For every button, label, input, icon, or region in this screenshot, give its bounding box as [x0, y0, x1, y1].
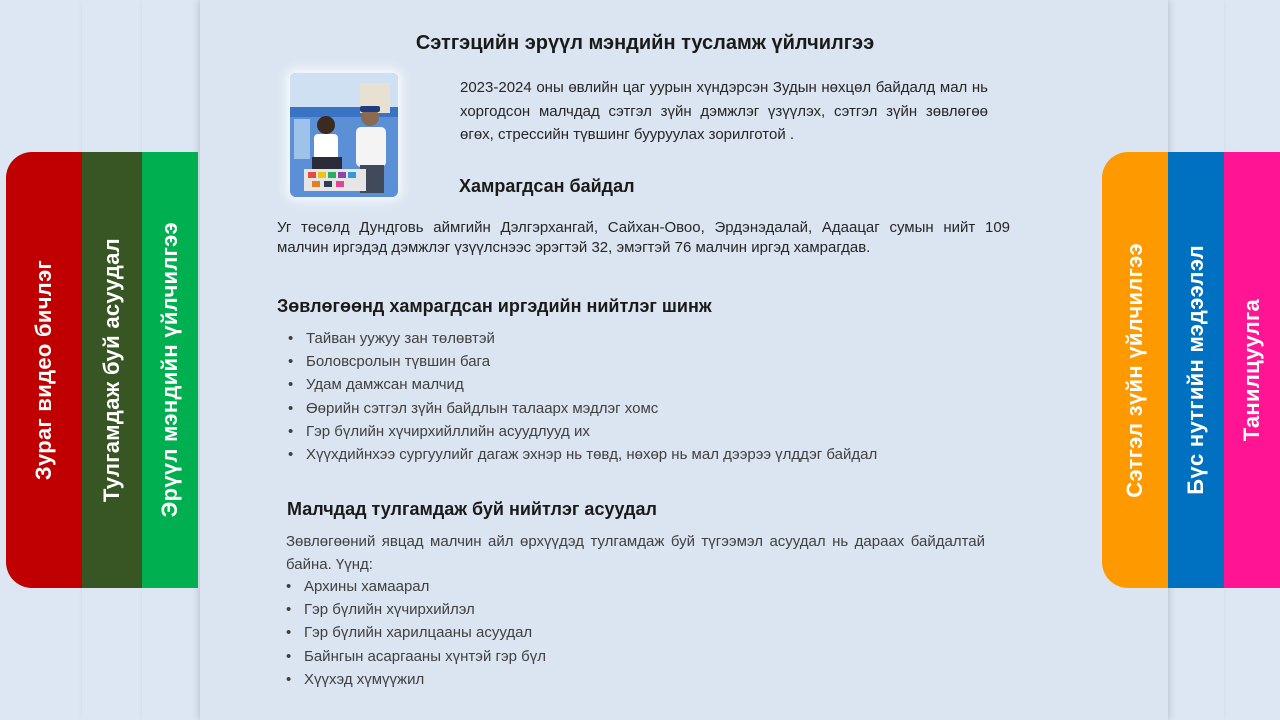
list-item: • Хүүхэд хүмүүжил [282, 668, 982, 691]
list-item: • Өөрийн сэтгэл зүйн байдлын талаарх мэдлэг хомс [284, 397, 986, 420]
issues-list [282, 575, 982, 691]
issues-paragraph: Зөвлөгөөний явцад малчин айл өрхүүдэд тулгамдаж буй түгээмэл асуудал нь дараах байдалтай байна. Үүнд: [286, 533, 985, 573]
list-item: • Гэр бүлийн харилцааны асуудал [282, 621, 982, 644]
issues-heading: Малчдад тулгамдаж буй нийтлэг асуудал [287, 499, 657, 519]
list-item: • Гэр бүлийн хүчирхийллийн асуудлууд их [284, 420, 986, 443]
page-title: Сэтгэцийн эрүүл мэндийн тусламж үйлчилгээ [415, 32, 875, 54]
tab-introduction[interactable] [1224, 152, 1280, 588]
traits-heading: Зөвлөгөөнд хамрагдсан иргэдийн нийтлэг шинж [277, 296, 712, 316]
tab-label: Зураг видео бичлэг [31, 259, 56, 481]
tab-label: Тулгамдаж буй асуудал [99, 237, 124, 503]
tab-regional-info[interactable] [1168, 152, 1224, 588]
list-item: • Хүүхдийнхээ сургуулийг дагаж эхнэр нь төвд, нөхөр нь мал дээрээ үлддэг байдал [284, 443, 986, 466]
tab-label: Сэтгэл зүйн үйлчилгээ [1122, 242, 1147, 498]
traits-list [284, 327, 986, 466]
tab-label: Бүс нутгийн мэдээлэл [1183, 245, 1208, 495]
list-item: • Гэр бүлийн хүчирхийлэл [282, 598, 982, 621]
consultation-photo [290, 73, 398, 197]
list-item: • Удам дамжсан малчид [284, 373, 986, 396]
tab-psychological-service[interactable] [1102, 152, 1168, 588]
list-item: • Тайван уужуу зан төлөвтэй [284, 327, 986, 350]
tab-current-issues[interactable] [82, 152, 142, 588]
tab-label: Эрүүл мэндийн үйлчилгээ [157, 222, 182, 518]
tab-health-service[interactable] [142, 152, 198, 588]
intro-paragraph: 2023-2024 оны өвлийн цаг уурын хүндэрсэн Зудын нөхцөл байдалд мал нь хоргодсон малчдад сэтгэл зүйн дэмжлэг үзүүлэх, сэтгэл зүйн зөвлөгөө өгөх, стрессийн түвшинг бууруулах зорилготой . [460, 79, 988, 143]
list-item: • Байнгын асаргааны хүнтэй гэр бүл [282, 645, 982, 668]
coverage-paragraph: Уг төсөлд Дундговь аймгийн Дэлгэрхангай, Сайхан-Овоо, Эрдэнэдалай, Адаацаг сумын нийт 109 малчин иргэдэд дэмжлэг үзүүлснээс эрэгтэй 32, эмэгтэй 76 малчин иргэд хамрагдав. [277, 219, 1010, 256]
list-item: • Боловсролын түвшин бага [284, 350, 986, 373]
coverage-heading: Хамрагдсан байдал [459, 176, 635, 196]
list-item: • Архины хамаарал [282, 575, 982, 598]
tab-label: Танилцуулга [1239, 298, 1264, 442]
tab-photo-video[interactable] [6, 152, 82, 588]
